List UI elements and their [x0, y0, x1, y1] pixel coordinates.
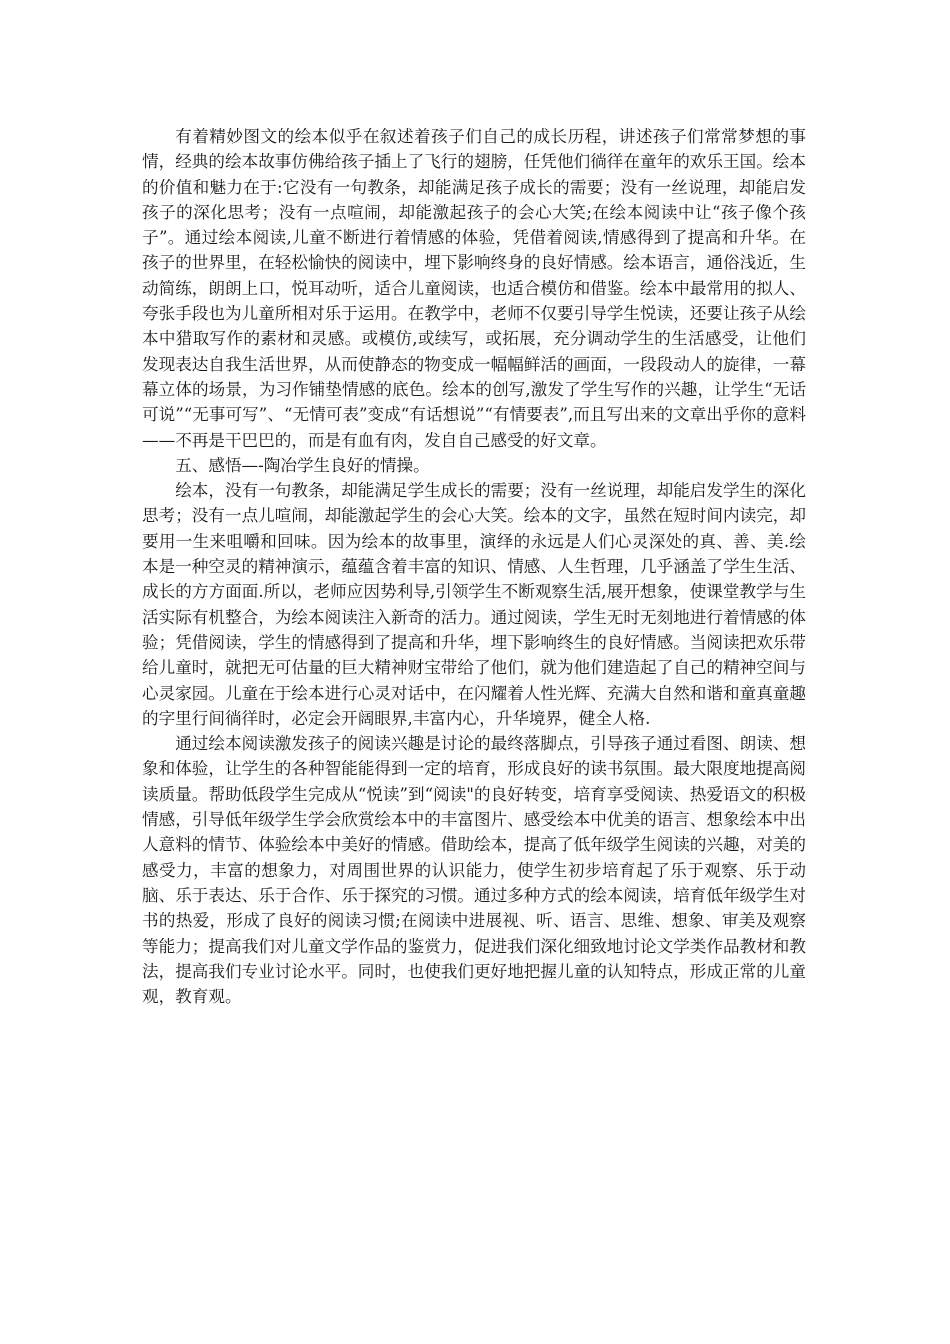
- paragraph-1: 有着精妙图文的绘本似乎在叙述着孩子们自己的成长历程，讲述孩子们常常梦想的事情，经典的绘本故事仿佛给孩子插上了飞行的翅膀，任凭他们徜徉在童年的欢乐王国。绘本的价值和魅力在于:它没有一句教条，却能满足孩子成长的需要；没有一丝说理，却能启发孩子的深化思考；没有一点喧闹，却能激起孩子的会心大笑;在绘本阅读中让“孩子像个孩子”。通过绘本阅读,儿童不断进行着情感的体验，凭借着阅读,情感得到了提高和升华。在孩子的世界里，在轻松愉快的阅读中，埋下影响终身的良好情感。绘本语言，通俗浅近，生动简练，朗朗上口，悦耳动听，适合儿童阅读，也适合模仿和借鉴。绘本中最常用的拟人、夸张手段也为儿童所相对乐于运用。在教学中，老师不仅要引导学生悦读，还要让孩子从绘本中猎取写作的素材和灵感。或模仿,或续写，或拓展，充分调动学生的生活感受，让他们发现表达自我生活世界，从而使静态的物变成一幅幅鲜活的画面，一段段动人的旋律，一幕幕立体的场景，为习作铺垫情感的底色。绘本的创写,激发了学生写作的兴趣，让学生“无话可说”“无事可写”、“无情可表”变成“有话想说”“有情要表”,而且写出来的文章出乎你的意料——不再是干巴巴的，而是有血有肉，发自自己感受的好文章。: [142, 127, 806, 450]
- document-body: [142, 124, 806, 1009]
- paragraph-2: 绘本，没有一句教条，却能满足学生成长的需要；没有一丝说理，却能启发学生的深化思考；没有一点儿喧闹，却能激起学生的会心大笑。绘本的文字，虽然在短时间内读完，却要用一生来咀嚼和回味。因为绘本的故事里，演绎的永远是人们心灵深处的真、善、美.绘本是一种空灵的精神演示，蕴蕴含着丰富的知识、情感、人生哲理，几乎涵盖了学生生活、成长的方方面面.所以，老师应因势利导,引领学生不断观察生活,展开想象，使课堂教学与生活实际有机整合，为绘本阅读注入新奇的活力。通过阅读，学生无时无刻地进行着情感的体验；凭借阅读，学生的情感得到了提高和升华，埋下影响终生的良好情感。当阅读把欢乐带给儿童时，就把无可估量的巨大精神财宝带给了他们，就为他们建造起了自己的精神空间与心灵家园。儿童在于绘本进行心灵对话中，在闪耀着人性光辉、充满大自然和谐和童真童趣的字里行间徜徉时，必定会开阔眼界,丰富内心，升华境界，健全人格.: [142, 481, 806, 728]
- section-heading-5: 五、感悟—-陶冶学生良好的情操。: [175, 455, 430, 475]
- paragraph-3: 通过绘本阅读激发孩子的阅读兴趣是讨论的最终落脚点，引导孩子通过看图、朗读、想象和体验，让学生的各种智能能得到一定的培育，形成良好的读书氛围。最大限度地提高阅读质量。帮助低段学生完成从“悦读”到“阅读"的良好转变，培育享受阅读、热爱语文的积极情感，引导低年级学生学会欣赏绘本中的丰富图片、感受绘本中优美的语言、想象绘本中出人意料的情节、体验绘本中美好的情感。借助绘本，提高了低年级学生阅读的兴趣，对美的感受力，丰富的想象力，对周围世界的认识能力，使学生初步培育起了乐于观察、乐于动脑、乐于表达、乐于合作、乐于探究的习惯。通过多种方式的绘本阅读，培育低年级学生对书的热爱，形成了良好的阅读习惯;在阅读中进展视、听、语言、思维、想象、审美及观察等能力；提高我们对儿童文学作品的鉴赏力，促进我们深化细致地讨论文学类作品教材和教法，提高我们专业讨论水平。同时，也使我们更好地把握儿童的认知特点，形成正常的儿童观，教育观。: [142, 734, 806, 1007]
